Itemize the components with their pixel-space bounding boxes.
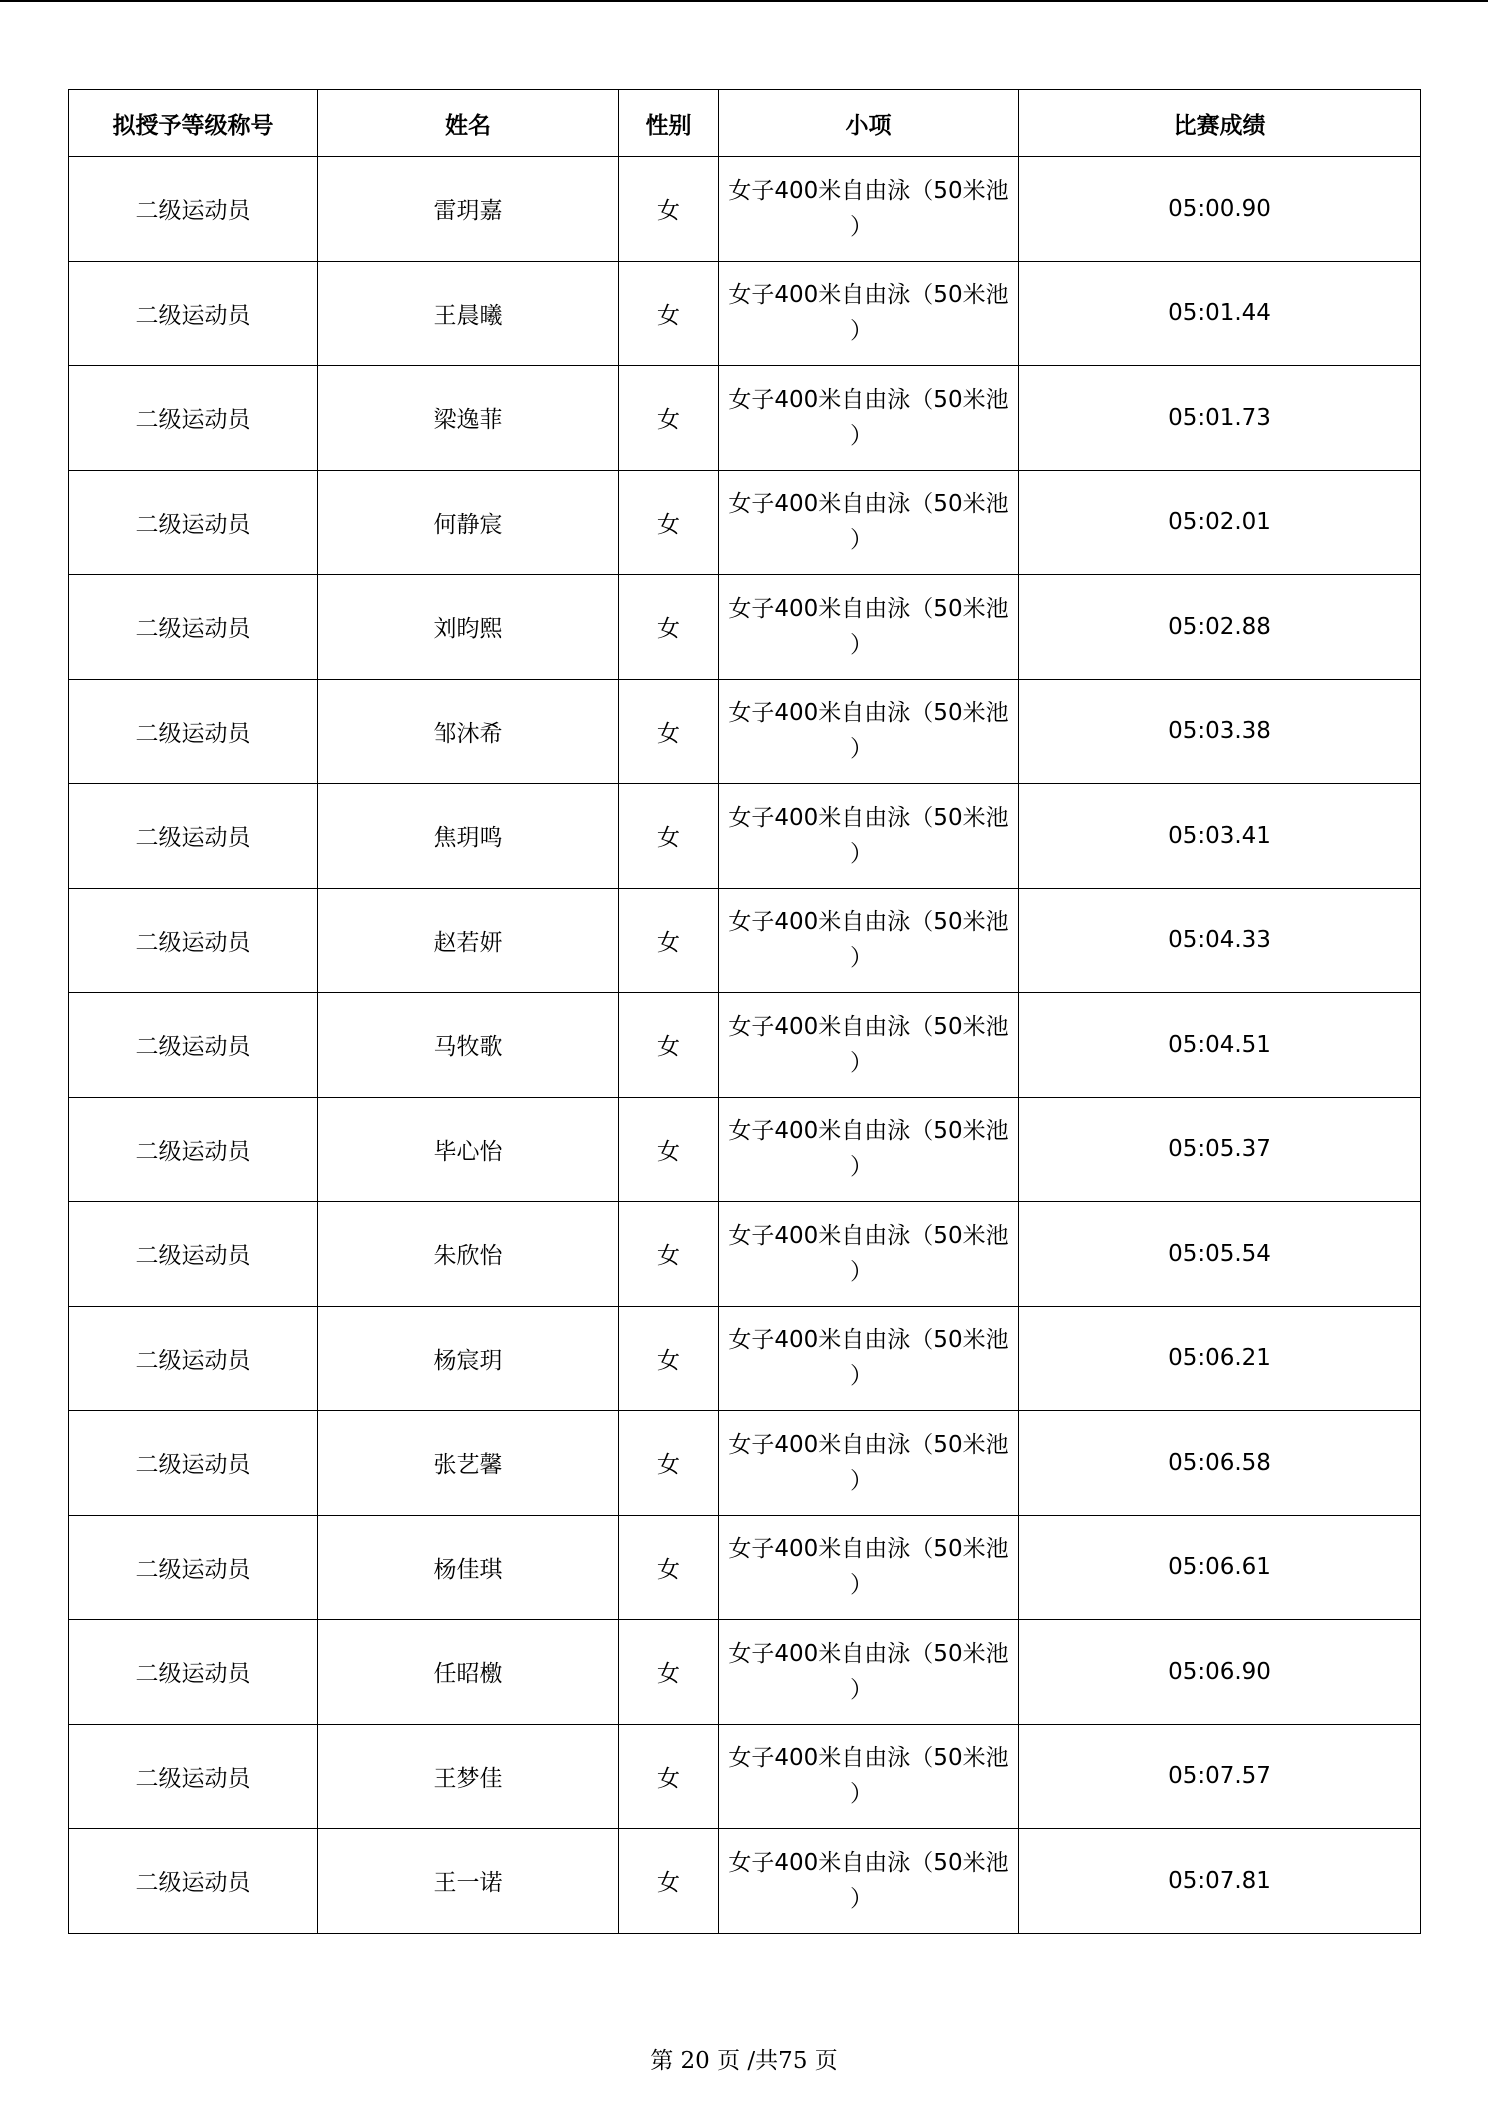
cell-level: 二级运动员 [69, 784, 318, 889]
cell-gender: 女 [619, 1411, 719, 1516]
cell-name: 雷玥嘉 [318, 157, 619, 262]
cell-event [719, 784, 1019, 889]
cell-gender: 女 [619, 1515, 719, 1620]
event-text-line1: 女子400米自由泳（50米池 [728, 1640, 1009, 1667]
event-text-line1: 女子400米自由泳（50米池 [728, 700, 1009, 727]
table-row [69, 575, 1421, 680]
event-text-line2: ） [850, 527, 873, 554]
cell-level: 二级运动员 [69, 679, 318, 784]
cell-level: 二级运动员 [69, 1306, 318, 1411]
cell-result: 05:07.81 [1019, 1829, 1421, 1934]
cell-name: 何静宸 [318, 470, 619, 575]
event-text-line2: ） [850, 1049, 873, 1076]
event-text-line2: ） [850, 1363, 873, 1390]
cell-event [719, 888, 1019, 993]
event-text-line2: ） [850, 945, 873, 972]
table-row [69, 1620, 1421, 1725]
event-text-line2: ） [850, 1885, 873, 1912]
cell-gender: 女 [619, 888, 719, 993]
event-text-line2: ） [850, 1676, 873, 1703]
cell-result: 05:06.21 [1019, 1306, 1421, 1411]
cell-level: 二级运动员 [69, 470, 318, 575]
cell-gender: 女 [619, 157, 719, 262]
table-header-row [69, 90, 1421, 157]
table-row [69, 679, 1421, 784]
cell-result: 05:02.88 [1019, 575, 1421, 680]
event-text-line2: ） [850, 736, 873, 763]
cell-result: 05:03.41 [1019, 784, 1421, 889]
cell-level: 二级运动员 [69, 1829, 318, 1934]
header-gender: 性别 [619, 90, 719, 157]
cell-event [719, 1515, 1019, 1620]
cell-level: 二级运动员 [69, 1411, 318, 1516]
cell-name: 毕心怡 [318, 1097, 619, 1202]
cell-event [719, 1724, 1019, 1829]
cell-result: 05:04.33 [1019, 888, 1421, 993]
cell-event [719, 1829, 1019, 1934]
cell-event [719, 1202, 1019, 1307]
table-row [69, 157, 1421, 262]
cell-name: 刘昀熙 [318, 575, 619, 680]
cell-level: 二级运动员 [69, 157, 318, 262]
cell-name: 王晨曦 [318, 261, 619, 366]
event-text-line2: ） [850, 318, 873, 345]
event-text-line1: 女子400米自由泳（50米池 [728, 1222, 1009, 1249]
cell-gender: 女 [619, 993, 719, 1098]
table-row [69, 1306, 1421, 1411]
cell-level: 二级运动员 [69, 888, 318, 993]
cell-gender: 女 [619, 784, 719, 889]
cell-result: 05:06.90 [1019, 1620, 1421, 1725]
cell-name: 王梦佳 [318, 1724, 619, 1829]
cell-level: 二级运动员 [69, 261, 318, 366]
event-text-line2: ） [850, 1258, 873, 1285]
event-text-line2: ） [850, 422, 873, 449]
header-name: 姓名 [318, 90, 619, 157]
cell-level: 二级运动员 [69, 1620, 318, 1725]
cell-name: 马牧歌 [318, 993, 619, 1098]
cell-result: 05:04.51 [1019, 993, 1421, 1098]
event-text-line1: 女子400米自由泳（50米池 [728, 1013, 1009, 1040]
cell-event [719, 157, 1019, 262]
cell-result: 05:05.37 [1019, 1097, 1421, 1202]
cell-result: 05:02.01 [1019, 470, 1421, 575]
cell-level: 二级运动员 [69, 993, 318, 1098]
cell-name: 赵若妍 [318, 888, 619, 993]
event-text-line1: 女子400米自由泳（50米池 [728, 1849, 1009, 1876]
event-text-line1: 女子400米自由泳（50米池 [728, 491, 1009, 518]
cell-gender: 女 [619, 679, 719, 784]
table-row [69, 1411, 1421, 1516]
table-row [69, 993, 1421, 1098]
cell-name: 邹沐希 [318, 679, 619, 784]
table-row [69, 1515, 1421, 1620]
event-text-line1: 女子400米自由泳（50米池 [728, 386, 1009, 413]
event-text-line2: ） [850, 213, 873, 240]
cell-gender: 女 [619, 1829, 719, 1934]
cell-gender: 女 [619, 1306, 719, 1411]
event-text-line1: 女子400米自由泳（50米池 [728, 177, 1009, 204]
cell-event [719, 1306, 1019, 1411]
cell-event [719, 470, 1019, 575]
event-text-line1: 女子400米自由泳（50米池 [728, 282, 1009, 309]
cell-event [719, 1411, 1019, 1516]
cell-event [719, 1097, 1019, 1202]
event-text-line1: 女子400米自由泳（50米池 [728, 595, 1009, 622]
table-row [69, 1724, 1421, 1829]
table-body [69, 157, 1421, 1934]
cell-result: 05:05.54 [1019, 1202, 1421, 1307]
event-text-line1: 女子400米自由泳（50米池 [728, 1431, 1009, 1458]
event-text-line2: ） [850, 1781, 873, 1808]
cell-gender: 女 [619, 470, 719, 575]
cell-name: 任昭檄 [318, 1620, 619, 1725]
top-border-line [0, 0, 1488, 2]
event-text-line1: 女子400米自由泳（50米池 [728, 1118, 1009, 1145]
event-text-line1: 女子400米自由泳（50米池 [728, 1536, 1009, 1563]
athlete-table [68, 89, 1421, 1934]
cell-result: 05:00.90 [1019, 157, 1421, 262]
cell-gender: 女 [619, 1620, 719, 1725]
cell-event [719, 679, 1019, 784]
header-event: 小项 [719, 90, 1019, 157]
cell-result: 05:07.57 [1019, 1724, 1421, 1829]
cell-level: 二级运动员 [69, 1202, 318, 1307]
event-text-line2: ） [850, 1154, 873, 1181]
cell-name: 朱欣怡 [318, 1202, 619, 1307]
event-text-line1: 女子400米自由泳（50米池 [728, 909, 1009, 936]
cell-result: 05:06.61 [1019, 1515, 1421, 1620]
header-result: 比赛成绩 [1019, 90, 1421, 157]
cell-level: 二级运动员 [69, 1097, 318, 1202]
cell-name: 张艺馨 [318, 1411, 619, 1516]
cell-result: 05:06.58 [1019, 1411, 1421, 1516]
table-row [69, 470, 1421, 575]
cell-gender: 女 [619, 575, 719, 680]
cell-event [719, 575, 1019, 680]
cell-gender: 女 [619, 261, 719, 366]
event-text-line2: ） [850, 631, 873, 658]
cell-result: 05:03.38 [1019, 679, 1421, 784]
cell-name: 杨佳琪 [318, 1515, 619, 1620]
cell-name: 梁逸菲 [318, 366, 619, 471]
cell-level: 二级运动员 [69, 1724, 318, 1829]
cell-name: 杨宸玥 [318, 1306, 619, 1411]
event-text-line1: 女子400米自由泳（50米池 [728, 804, 1009, 831]
cell-gender: 女 [619, 1724, 719, 1829]
table-row [69, 888, 1421, 993]
cell-level: 二级运动员 [69, 366, 318, 471]
cell-level: 二级运动员 [69, 575, 318, 680]
event-text-line1: 女子400米自由泳（50米池 [728, 1745, 1009, 1772]
event-text-line2: ） [850, 840, 873, 867]
cell-gender: 女 [619, 1097, 719, 1202]
cell-event [719, 993, 1019, 1098]
table-row [69, 1829, 1421, 1934]
header-level: 拟授予等级称号 [69, 90, 318, 157]
cell-name: 焦玥鸣 [318, 784, 619, 889]
cell-result: 05:01.73 [1019, 366, 1421, 471]
cell-gender: 女 [619, 1202, 719, 1307]
table-row [69, 1097, 1421, 1202]
table-row [69, 784, 1421, 889]
cell-event [719, 1620, 1019, 1725]
event-text-line2: ） [850, 1572, 873, 1599]
table-row [69, 261, 1421, 366]
cell-name: 王一诺 [318, 1829, 619, 1934]
event-text-line2: ） [850, 1467, 873, 1494]
cell-event [719, 261, 1019, 366]
table-row [69, 366, 1421, 471]
cell-result: 05:01.44 [1019, 261, 1421, 366]
event-text-line1: 女子400米自由泳（50米池 [728, 1327, 1009, 1354]
cell-level: 二级运动员 [69, 1515, 318, 1620]
table-row [69, 1202, 1421, 1307]
cell-event [719, 366, 1019, 471]
page-footer: 第 20 页 /共75 页 [650, 2048, 838, 2074]
cell-gender: 女 [619, 366, 719, 471]
